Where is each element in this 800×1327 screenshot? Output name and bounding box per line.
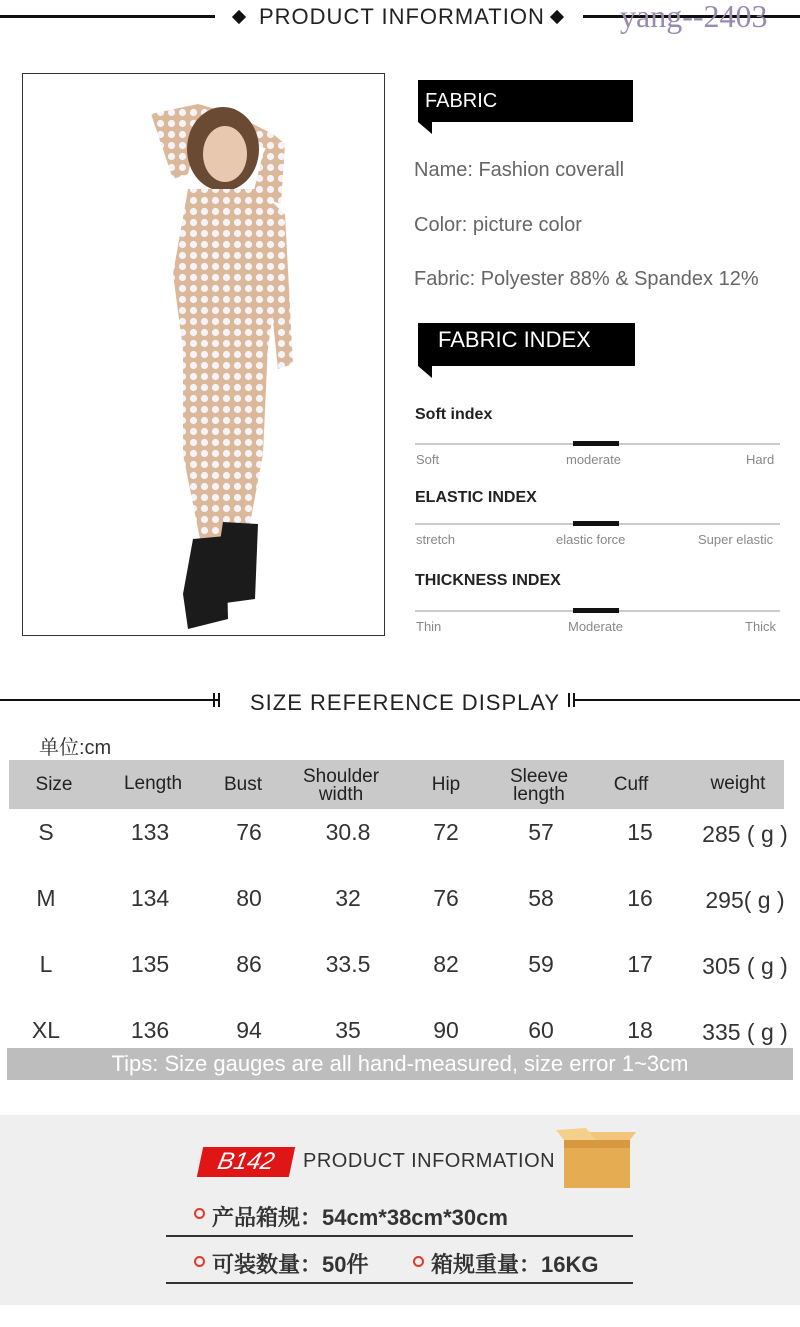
elastic-index-title: ELASTIC INDEX: [415, 489, 537, 506]
divider: [166, 1235, 633, 1237]
table-cell: 94: [236, 1017, 262, 1043]
weight-spec: 箱规重量：16KG: [431, 1252, 599, 1277]
scale-label-mid: elastic force: [556, 532, 626, 547]
table-cell: 76: [236, 819, 262, 845]
table-cell: 57: [528, 819, 554, 845]
size-section-title: SIZE REFERENCE DISPLAY: [250, 690, 561, 715]
table-cell: 32: [335, 885, 361, 911]
scale-label-right: Hard: [746, 452, 775, 467]
col-header-sleeve: Sleeve length: [509, 766, 569, 805]
table-cell: 134: [130, 885, 170, 911]
watermark: yang--2403: [620, 0, 768, 34]
section-right-rule: [573, 699, 800, 701]
col-header-weight: weight: [710, 773, 766, 794]
fabric-row: [414, 268, 759, 291]
name-row: [414, 159, 624, 182]
table-cell: 136: [130, 1017, 170, 1043]
col-header-length: Length: [123, 773, 183, 794]
name-label: Name:: [414, 159, 473, 181]
col-header-cuff: Cuff: [613, 774, 649, 795]
tips-banner: Tips: Size gauges are all hand-measured, size error 1~3cm: [7, 1048, 793, 1080]
table-cell: 17: [627, 951, 653, 977]
header-left-rule: [0, 15, 215, 18]
scale-label-right: Super elastic: [698, 532, 774, 547]
table-cell: 90: [433, 1017, 459, 1043]
scale-label-right: Thick: [745, 619, 777, 634]
color-value: picture color: [472, 214, 582, 236]
table-cell: 76: [433, 885, 459, 911]
table-cell: 335 ( g ): [702, 1019, 788, 1045]
table-cell: 295( g ): [705, 887, 785, 913]
col-header-bust: Bust: [223, 774, 263, 795]
table-cell: L: [39, 951, 53, 977]
box-size-spec: 产品箱规：54cm*38cm*30cm: [212, 1205, 508, 1230]
bullet-icon: [413, 1256, 424, 1267]
bullet-icon: [194, 1256, 205, 1267]
section-tick: [568, 693, 570, 707]
elastic-index-marker: [573, 521, 619, 526]
table-cell: 15: [627, 819, 653, 845]
scale-label-mid: moderate: [566, 452, 621, 467]
col-header-size: Size: [35, 774, 73, 795]
scale-label-mid: Moderate: [568, 619, 623, 634]
scale-label-left: Soft: [416, 452, 440, 467]
table-cell: 133: [130, 819, 170, 845]
diamond-icon: [232, 10, 246, 24]
bullet-icon: [194, 1208, 205, 1219]
scale-label-left: stretch: [416, 532, 456, 547]
header-title: PRODUCT INFORMATION: [259, 4, 545, 29]
tag-fold: [418, 366, 432, 378]
fabric-value: Polyester 88% & Spandex 12%: [480, 268, 759, 290]
table-cell: 72: [433, 819, 459, 845]
table-cell: 18: [627, 1017, 653, 1043]
box-icon: [556, 1128, 638, 1192]
table-cell: 135: [130, 951, 170, 977]
table-cell: 58: [528, 885, 554, 911]
table-cell: XL: [31, 1017, 61, 1043]
product-photo: [22, 73, 385, 636]
thickness-index-marker: [573, 608, 619, 613]
section-tick: [218, 693, 220, 707]
table-cell: 35: [335, 1017, 361, 1043]
divider: [166, 1282, 633, 1284]
soft-index-title: Soft index: [415, 406, 493, 423]
table-cell: 80: [236, 885, 262, 911]
col-header-hip: Hip: [431, 774, 461, 795]
table-cell: S: [38, 819, 54, 845]
table-cell: 82: [433, 951, 459, 977]
soft-index-marker: [573, 441, 619, 446]
tag-fold: [418, 122, 432, 134]
table-cell: M: [36, 885, 56, 911]
unit-label: 单位:cm: [39, 737, 112, 759]
table-cell: 33.5: [325, 951, 371, 977]
table-cell: 59: [528, 951, 554, 977]
fabric-label: Fabric:: [414, 268, 476, 290]
table-cell: 16: [627, 885, 653, 911]
color-row: [414, 214, 582, 237]
fabric-info-tag: FABRIC INFORMATION: [418, 80, 633, 122]
table-cell: 86: [236, 951, 262, 977]
model-illustration: [23, 74, 384, 635]
name-value: Fashion coverall: [478, 159, 625, 181]
table-cell: 60: [528, 1017, 554, 1043]
col-header-shoulder: Shoulder width: [302, 766, 380, 805]
diamond-icon: [550, 10, 564, 24]
table-cell: 30.8: [325, 819, 371, 845]
table-cell: 285 ( g ): [702, 821, 788, 847]
scale-label-left: Thin: [416, 619, 442, 634]
product-code-badge: B142: [197, 1147, 295, 1177]
section-left-rule: [0, 699, 218, 701]
color-label: Color:: [414, 214, 468, 236]
package-title: PRODUCT INFORMATION: [303, 1150, 556, 1172]
table-cell: 305 ( g ): [702, 953, 788, 979]
fabric-index-tag: FABRIC INDEX: [418, 323, 635, 366]
thickness-index-title: THICKNESS INDEX: [415, 572, 561, 589]
section-tick: [213, 693, 215, 707]
quantity-spec: 可装数量：50件: [212, 1252, 369, 1277]
